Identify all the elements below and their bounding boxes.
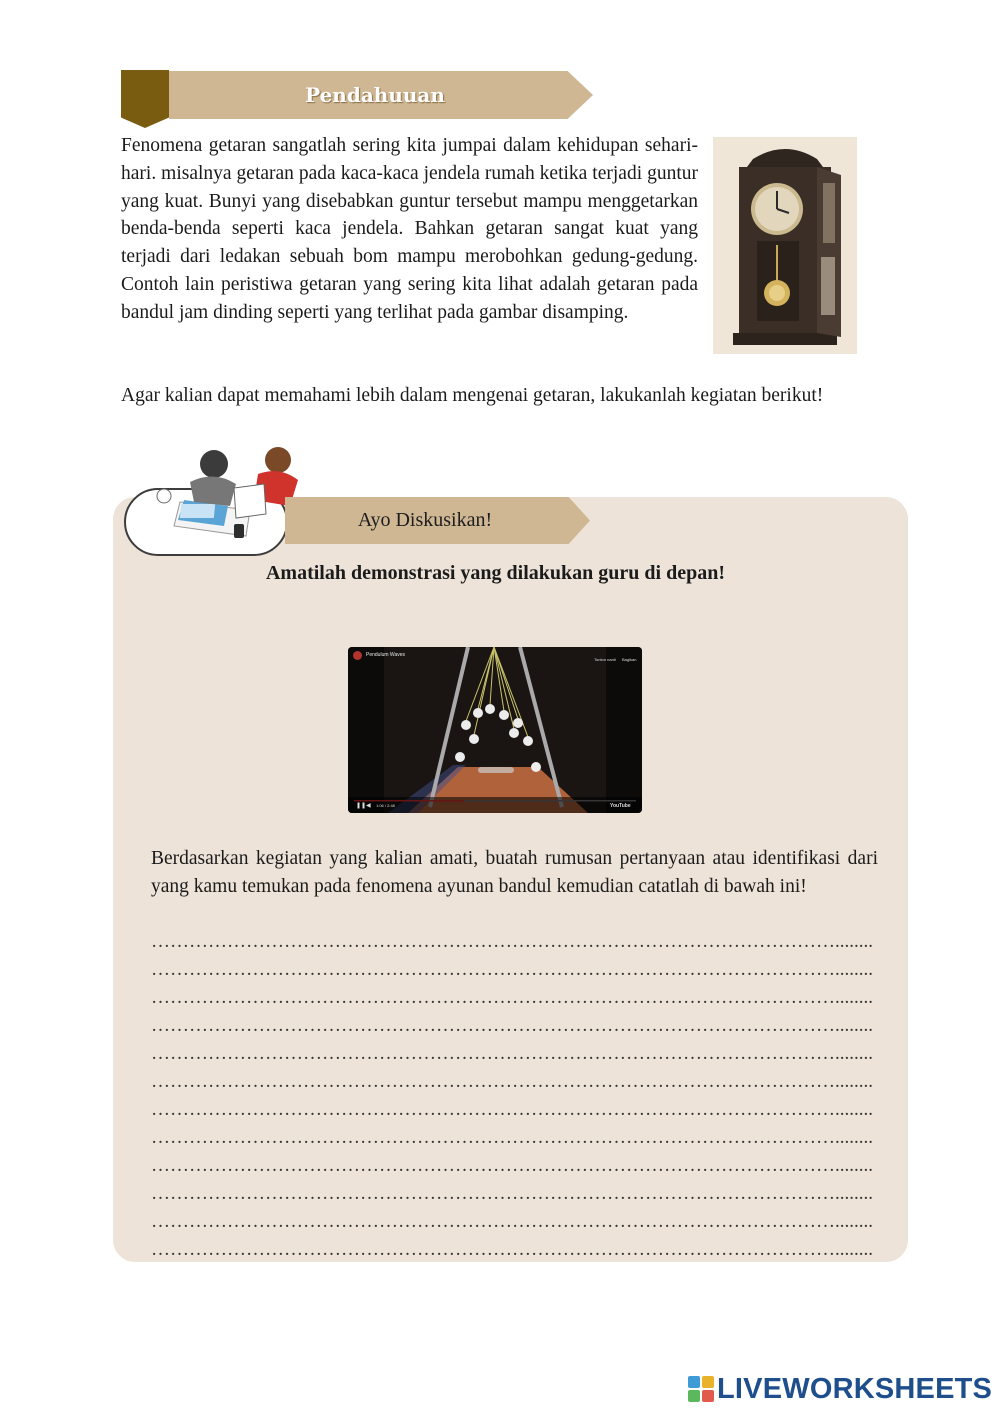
answer-line[interactable]: ………………………………………………………………………………………………........ <box>151 1183 873 1204</box>
answer-line[interactable]: ………………………………………………………………………………………………........ <box>151 1043 873 1064</box>
liveworksheets-logo[interactable] <box>688 1372 992 1406</box>
video-title: Pendulum Waves <box>366 652 405 658</box>
play-pause-icon[interactable]: ❚❚ <box>356 802 367 809</box>
answer-line[interactable]: ………………………………………………………………………………………………........ <box>151 987 873 1008</box>
answer-line[interactable]: ………………………………………………………………………………………………........ <box>151 1015 873 1036</box>
volume-icon[interactable]: ◀ <box>366 802 371 809</box>
intro-paragraph: Fenomena getaran sangatlah sering kita jumpai dalam kehidupan sehari-hari. misalnya getaran pada kaca-kaca jendela rumah ketika terjadi guntur yang kuat. Bunyi yang disebabkan guntur tersebut mampu menggetarkan benda-benda seperti kaca jendela. Bahkan getaran sangat kuat yang terjadi dari ledakan sebuah bom mampu merobohkan gedung-gedung. Contoh lain peristiwa getaran yang sering kita lihat adalah getaran pada bandul jam dinding seperti yang terlihat pada gambar disamping. <box>121 135 698 323</box>
discussion-title: Ayo Diskusikan! <box>357 509 493 531</box>
answer-line[interactable]: ………………………………………………………………………………………………........ <box>151 1099 873 1120</box>
answer-area[interactable] <box>151 928 886 1264</box>
question-prompt: Berdasarkan kegiatan yang kalian amati, buatah rumusan pertanyaan atau identifikasi dari yang kamu temukan pada fenomena ayunan bandul kemudian catatlah di bawah ini! <box>151 848 878 897</box>
pendulum-clock-icon <box>713 137 857 354</box>
answer-line[interactable]: ………………………………………………………………………………………………........ <box>151 1211 873 1232</box>
pendulum-clock-image <box>713 137 857 354</box>
youtube-logo[interactable]: YouTube <box>610 803 631 809</box>
section-title: Pendahuuan <box>305 83 445 107</box>
channel-avatar <box>353 651 362 660</box>
video-time: 1:06 / 2:48 <box>376 803 395 808</box>
answer-line[interactable]: ………………………………………………………………………………………………........ <box>151 931 873 952</box>
logo-text: LIVEWORKSHEETS <box>717 1372 993 1405</box>
activity-instruction: Amatilah demonstrasi yang dilakukan guru di depan! <box>265 562 725 584</box>
watch-later-button[interactable]: Tonton nanti <box>594 657 616 662</box>
section-ribbon-tab <box>121 70 169 128</box>
answer-line[interactable]: ………………………………………………………………………………………………........ <box>151 1155 873 1176</box>
answer-line[interactable]: ………………………………………………………………………………………………........ <box>151 1071 873 1092</box>
answer-line[interactable]: ………………………………………………………………………………………………........ <box>151 959 873 980</box>
video-player[interactable] <box>348 647 642 813</box>
share-button[interactable]: Bagikan <box>622 657 637 662</box>
answer-line[interactable]: ………………………………………………………………………………………………........ <box>151 1127 873 1148</box>
logo-blocks-icon <box>688 1376 714 1402</box>
answer-line[interactable]: ………………………………………………………………………………………………........ <box>151 1239 873 1260</box>
pendulum-waves-frame-icon <box>348 647 642 813</box>
intro-instruction: Agar kalian dapat memahami lebih dalam mengenai getaran, lakukanlah kegiatan berikut! <box>121 385 824 406</box>
